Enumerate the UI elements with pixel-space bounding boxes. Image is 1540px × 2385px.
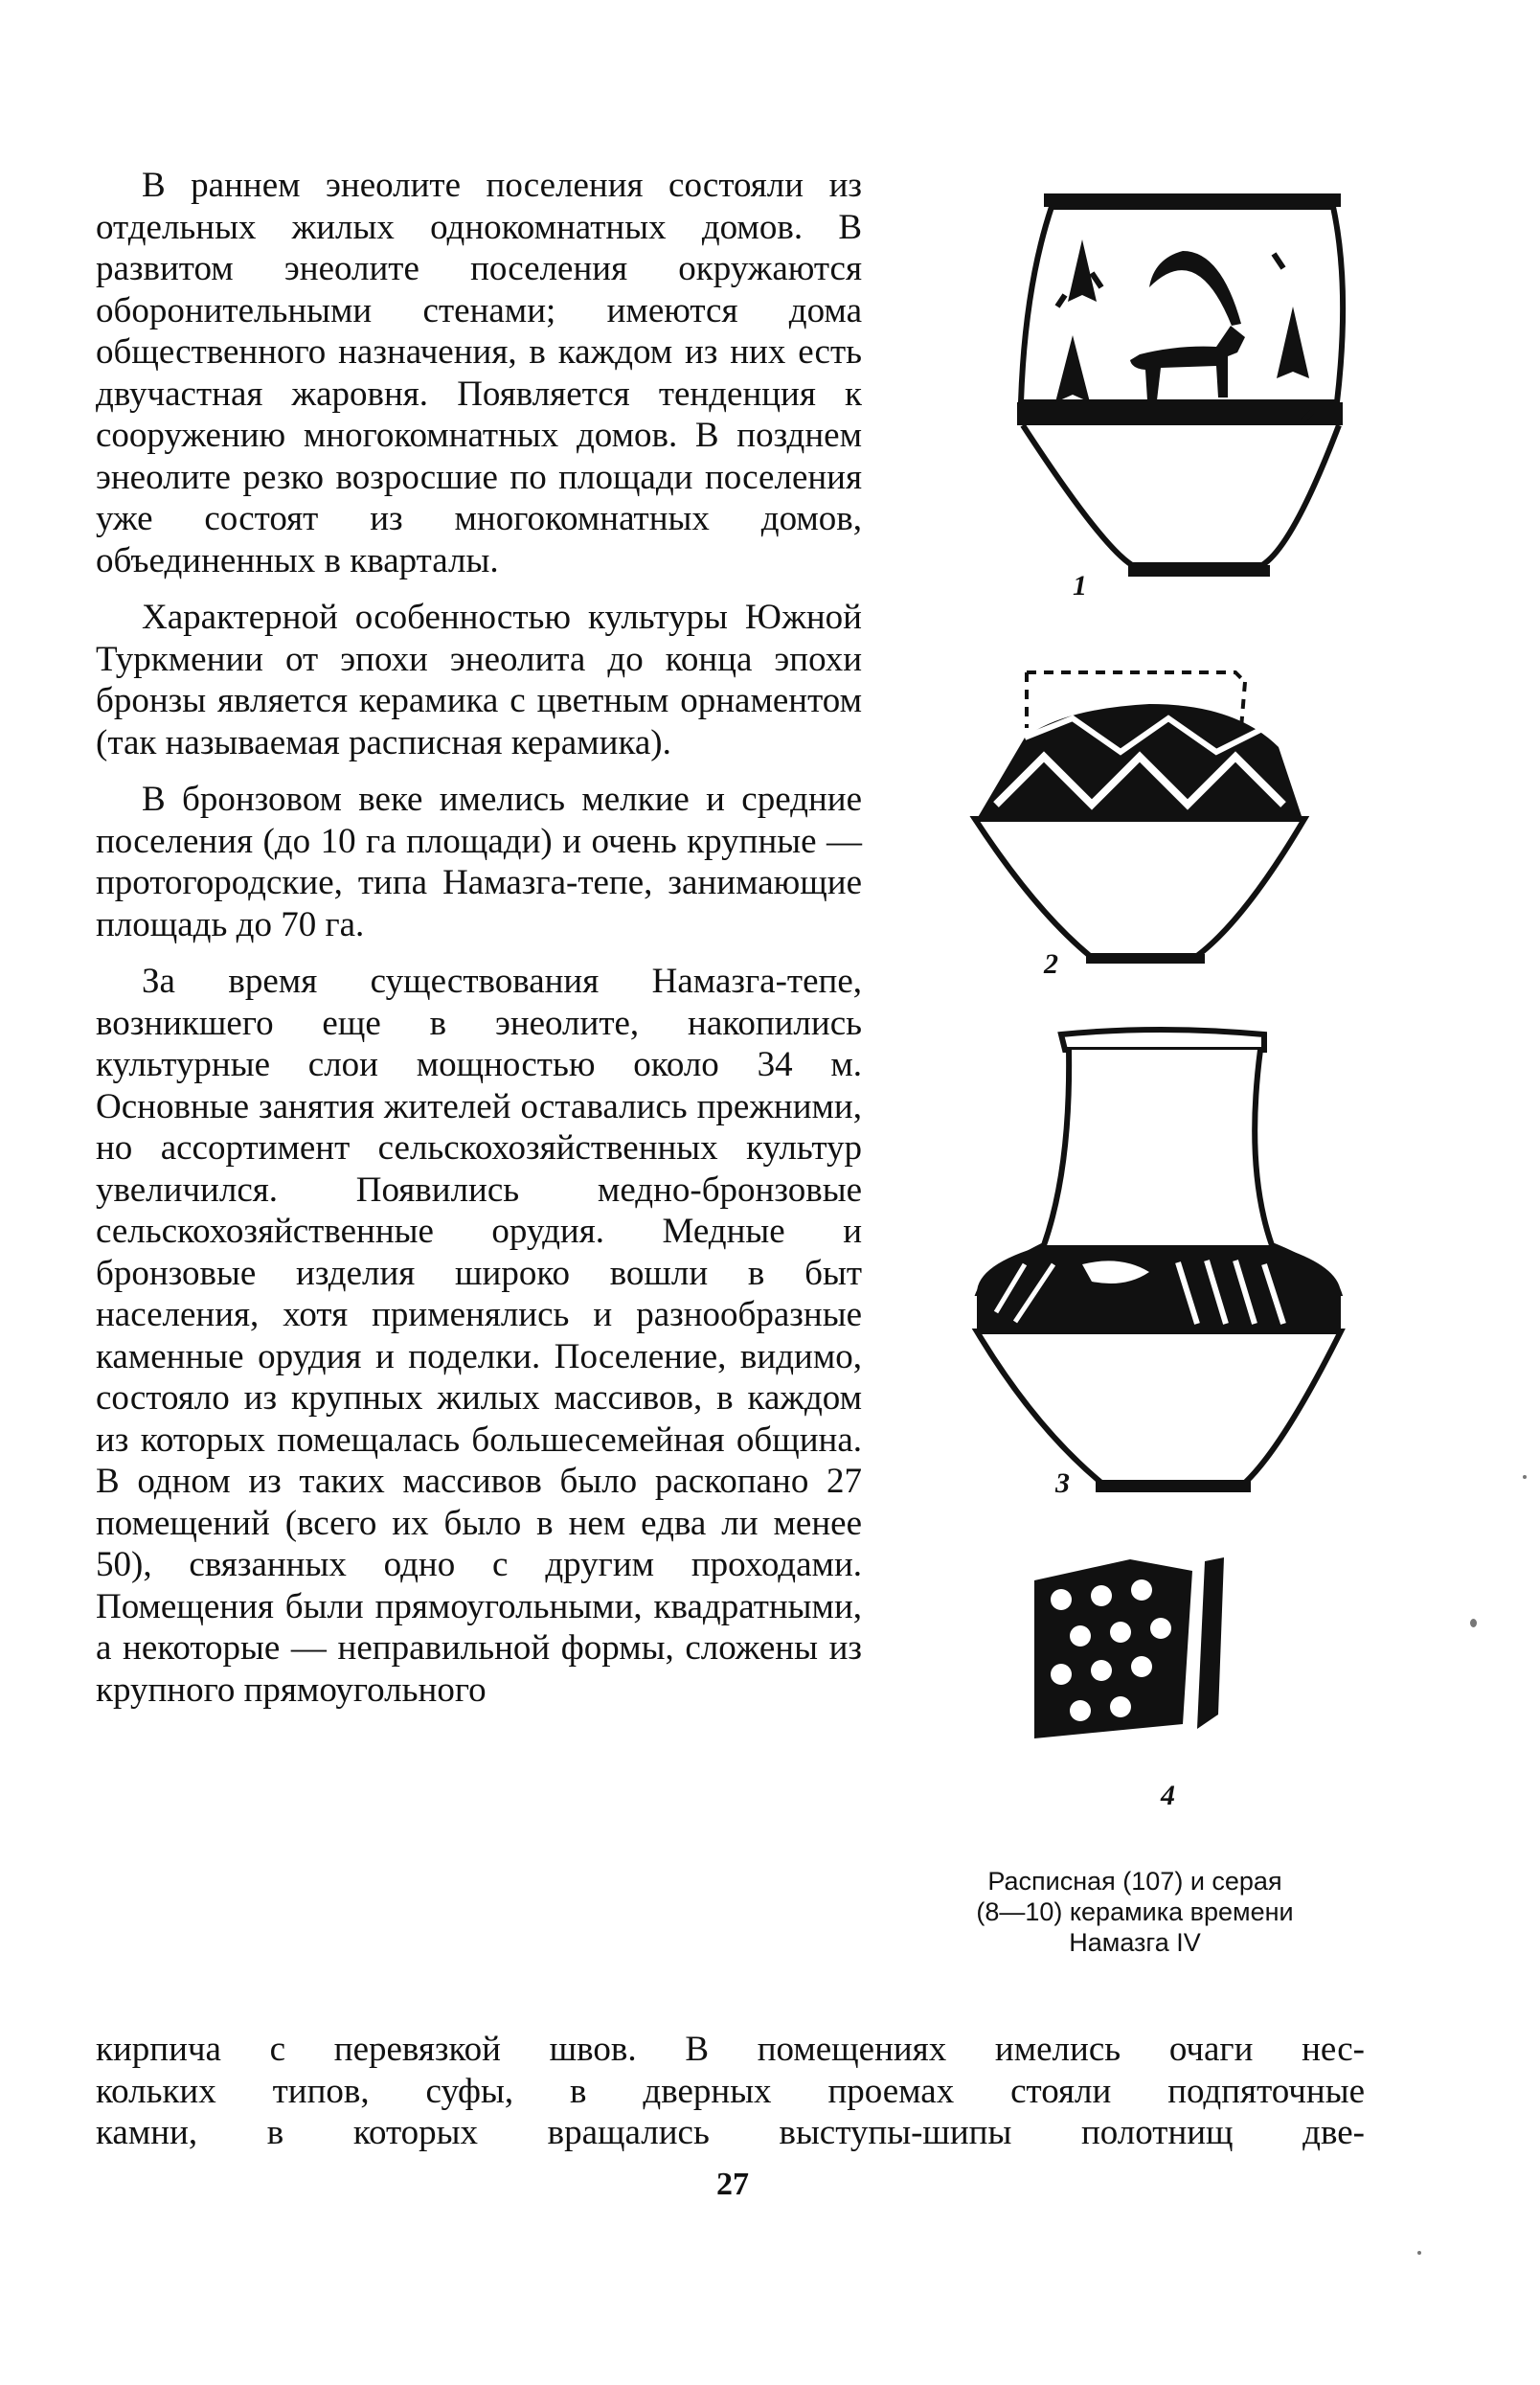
main-text-column xyxy=(96,165,862,1726)
vessel-3-drawing xyxy=(958,1025,1360,1523)
vessel-1-drawing xyxy=(958,182,1360,623)
full-width-text xyxy=(96,2029,1365,2154)
figure-caption xyxy=(895,1866,1374,1958)
vessel-2-drawing xyxy=(958,661,1360,996)
caption-line-3: Намазга IV xyxy=(1069,1928,1201,1957)
figure-number-3: 3 xyxy=(1055,1467,1070,1499)
dust-speck xyxy=(1523,1475,1527,1479)
pottery-illustrations xyxy=(958,182,1398,1829)
sherd-4-drawing xyxy=(1015,1542,1264,1762)
full-width-line-3: камни, в которых вращались выступы-шипы полотнищ две- xyxy=(96,2113,1365,2152)
full-width-line-1: кирпича с перевязкой швов. В помещениях имелись очаги нес- xyxy=(96,2030,1365,2069)
caption-line-1: Расписная (107) и серая xyxy=(987,1867,1282,1896)
full-width-line-2: кольких типов, суфы, в дверных проемах стояли подпяточные xyxy=(96,2071,1365,2111)
dust-speck xyxy=(1470,1619,1477,1627)
paragraph-3: В бронзовом веке имелись мелкие и средние поселения (до 10 га площади) и очень крупные — протогородские, типа Намазга-тепе, занимающие площадь до 70 га. xyxy=(96,780,862,944)
figure-number-4: 4 xyxy=(1161,1780,1175,1811)
page-number: 27 xyxy=(716,2167,749,2202)
figure-number-2: 2 xyxy=(1044,948,1058,980)
dust-speck xyxy=(1417,2251,1421,2255)
caption-line-2: (8—10) керамика времени xyxy=(976,1897,1294,1926)
paragraph-4: За время существования Намазга-тепе, возникшего еще в энеолите, накопились культурные слои мощностью около 34 м. Основные занятия жителей оставались прежними, но ассортимент сельскохозяйственных культур увеличился. Появились медно-бронзовые сельскохозяйственные орудия. Медные и бронзовые изделия широко вошли в быт населения, хотя применялись и разнообразные каменные орудия и поделки. Поселение, видимо, состояло из крупных жилых массивов, в каждом из которых помещалась большесемейная община. В одном из таких массивов было раскопано 27 помещений (всего их было в нем едва ли менее 50), связанных одно с другим проходами. Помещения были прямоугольными, квадратными, а некоторые — неправильной формы, сложены из крупного прямоугольного xyxy=(96,962,862,1710)
paragraph-2: Характерной особенностью культуры Южной Туркмении от эпохи энеолита до конца эпохи бронзы является керамика с цветным орнаментом (так называемая расписная керамика). xyxy=(96,598,862,762)
figure-number-1: 1 xyxy=(1073,570,1087,602)
paragraph-1: В раннем энеолите поселения состояли из отдельных жилых однокомнатных домов. В развитом энеолите поселения окружаются оборонительными стенами; имеются дома общественного назначения, в каждом из них есть двучастная жаровня. Появляется тенденция к сооружению многокомнатных домов. В позднем энеолите резко возросшие по площади поселения уже состоят из многокомнатных домов, объединенных в кварталы. xyxy=(96,166,862,580)
